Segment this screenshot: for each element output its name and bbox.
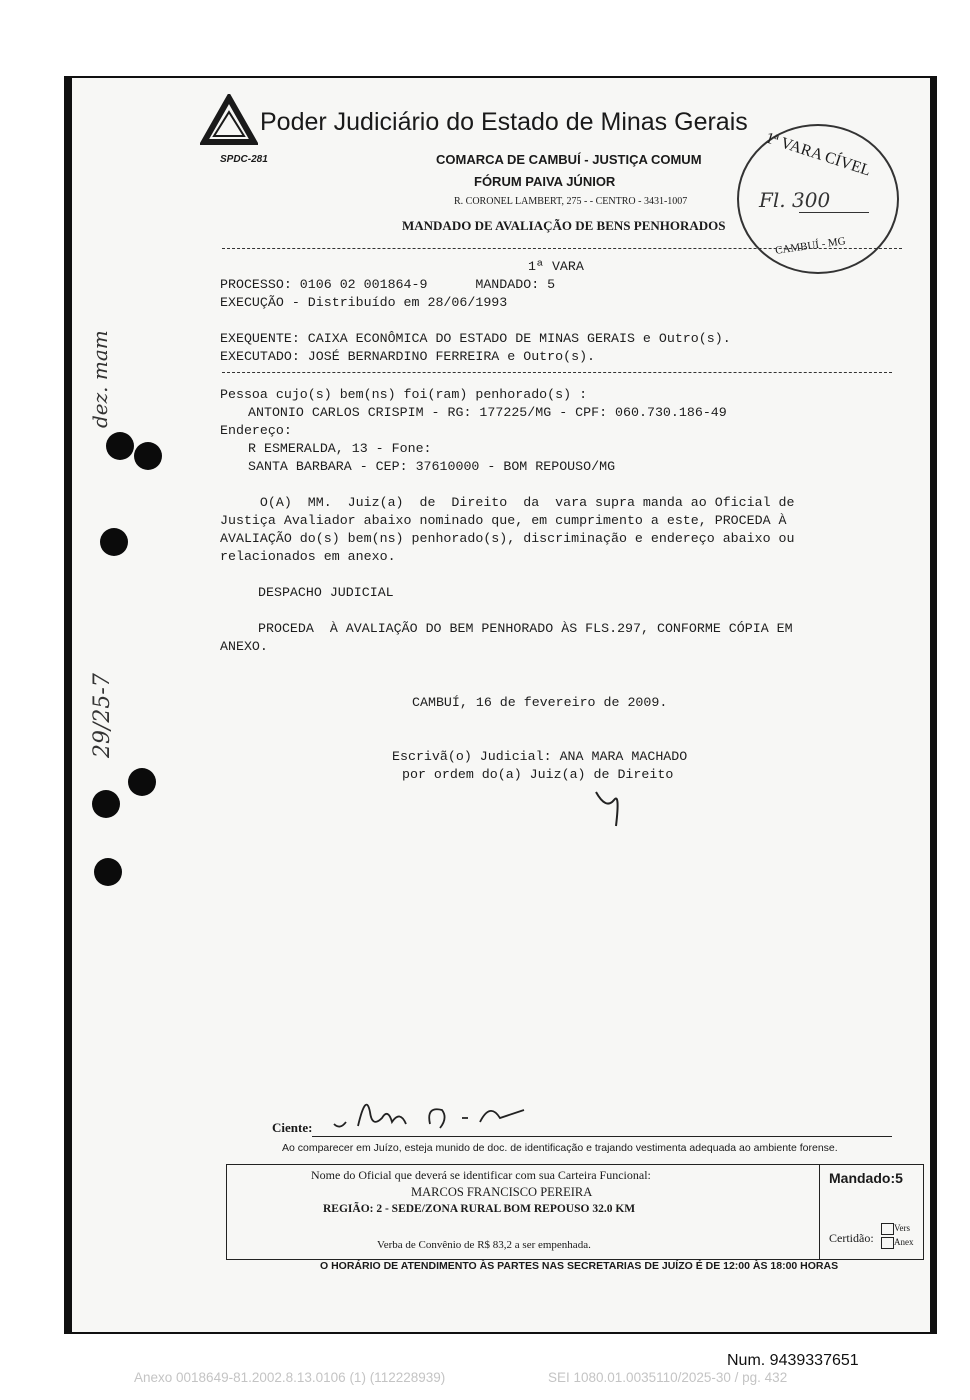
- pessoa-heading: Pessoa cujo(s) bem(ns) foi(ram) penhorado(s) :: [220, 387, 588, 402]
- stamp-top-text: 1ª VARA CÍVEL: [763, 129, 873, 180]
- box-divider: [819, 1165, 820, 1259]
- regiao-line: REGIÃO: 2 - SEDE/ZONA RURAL BOM REPOUSO 32.0 KM: [323, 1203, 636, 1215]
- ciente-notice: Ao comparecer em Juízo, esteja munido de doc. de identificação e trajando vestimenta adequada ao ambiente forense.: [282, 1142, 838, 1154]
- punch-hole: [134, 442, 162, 470]
- ciente-line: [312, 1136, 892, 1137]
- oficial-box: [226, 1164, 924, 1260]
- certidao-label: Certidão:: [829, 1231, 874, 1245]
- address-line: R. CORONEL LAMBERT, 275 - - CENTRO - 3431-1007: [454, 196, 688, 207]
- exequente-line: EXEQUENTE: CAIXA ECONÔMICA DO ESTADO DE MINAS GERAIS e Outro(s).: [220, 331, 731, 346]
- document-title: MANDADO DE AVALIAÇÃO DE BENS PENHORADOS: [402, 218, 726, 233]
- body-line-2: Justiça Avaliador abaixo nominado que, em cumprimento a este, PROCEDA À: [220, 513, 787, 528]
- document-paper: [72, 78, 930, 1332]
- punch-hole: [128, 768, 156, 796]
- comarca-line: COMARCA DE CAMBUÍ - JUSTIÇA COMUM: [436, 152, 702, 167]
- certidao-option-2-label: Anex: [894, 1237, 914, 1248]
- certidao-option-1-label: Vers: [894, 1223, 910, 1234]
- body-line-1: O(A) MM. Juiz(a) de Direito da vara supra manda ao Oficial de: [220, 495, 795, 510]
- horario-line: O HORÁRIO DE ATENDIMENTO ÀS PARTES NAS SECRETARIAS DE JUÍZO É DE 12:00 ÀS 18:00 HORAS: [320, 1260, 839, 1272]
- body-line-4: relacionados em anexo.: [220, 549, 396, 564]
- margin-note-1: dez. mam: [88, 330, 112, 428]
- margin-note-2: 29/25-7: [90, 673, 115, 758]
- sei-footer: SEI 1080.01.0035110/2025-30 / pg. 432: [548, 1370, 788, 1385]
- escrivao-line: Escrivã(o) Judicial: ANA MARA MACHADO: [392, 749, 688, 764]
- anexo-footer: Anexo 0018649-81.2002.8.13.0106 (1) (112228939): [134, 1370, 446, 1385]
- punch-hole: [92, 790, 120, 818]
- check-mark-icon: [592, 786, 632, 832]
- oficial-name: MARCOS FRANCISCO PEREIRA: [411, 1185, 593, 1199]
- court-title: Poder Judiciário do Estado de Minas Gerais: [260, 108, 748, 136]
- document-number: Num. 9439337651: [727, 1352, 859, 1369]
- form-code: SPDC-281: [220, 154, 268, 165]
- endereco-street: R ESMERALDA, 13 - Fone:: [248, 441, 432, 456]
- triangle-logo-icon: [200, 94, 258, 146]
- scanned-page: [64, 76, 937, 1334]
- stamp-folio-line: [799, 212, 869, 213]
- certidao-option-1[interactable]: [881, 1223, 910, 1235]
- endereco-label: Endereço:: [220, 423, 292, 438]
- endereco-city: SANTA BARBARA - CEP: 37610000 - BOM REPOUSO/MG: [248, 459, 616, 474]
- ordem-line: por ordem do(a) Juiz(a) de Direito: [402, 767, 674, 782]
- punch-hole: [100, 528, 128, 556]
- punch-hole: [94, 858, 122, 886]
- verba-line: Verba de Convênio de R$ 83,2 a ser empenhada.: [377, 1239, 591, 1251]
- stamp-bottom-text: CAMBUÍ - MG: [774, 235, 847, 257]
- processo-line: PROCESSO: 0106 02 001864-9 MANDADO: 5: [220, 277, 556, 292]
- vara-civel-stamp: [737, 124, 899, 274]
- despacho-line-2: ANEXO.: [220, 639, 268, 654]
- execucao-line: EXECUÇÃO - Distribuído em 28/06/1993: [220, 295, 508, 310]
- despacho-label: DESPACHO JUDICIAL: [258, 585, 394, 600]
- checkbox-icon[interactable]: [881, 1237, 894, 1249]
- divider-middle: [222, 372, 892, 373]
- checkbox-icon[interactable]: [881, 1223, 894, 1235]
- mandado-number: Mandado:5: [829, 1170, 903, 1186]
- stamp-folio: Fl. 300: [759, 188, 831, 212]
- certidao-option-2[interactable]: [881, 1237, 914, 1249]
- forum-line: FÓRUM PAIVA JÚNIOR: [474, 174, 616, 189]
- vara-label: 1ª VARA: [528, 259, 584, 274]
- oficial-label: Nome do Oficial que deverá se identificar com sua Carteira Funcional:: [311, 1168, 651, 1182]
- executado-line: EXECUTADO: JOSÉ BERNARDINO FERREIRA e Outro(s).: [220, 349, 596, 364]
- signature-icon: [330, 1088, 540, 1140]
- punch-hole: [106, 432, 134, 460]
- pessoa-name: ANTONIO CARLOS CRISPIM - RG: 177225/MG - CPF: 060.730.186-49: [248, 405, 727, 420]
- divider-top: [222, 248, 902, 249]
- place-date: CAMBUÍ, 16 de fevereiro de 2009.: [412, 695, 668, 710]
- despacho-line-1: PROCEDA À AVALIAÇÃO DO BEM PENHORADO ÀS FLS.297, CONFORME CÓPIA EM: [258, 621, 793, 636]
- body-line-3: AVALIAÇÃO do(s) bem(ns) penhorado(s), discriminação e endereço abaixo ou: [220, 531, 795, 546]
- ciente-label: Ciente:: [272, 1120, 313, 1135]
